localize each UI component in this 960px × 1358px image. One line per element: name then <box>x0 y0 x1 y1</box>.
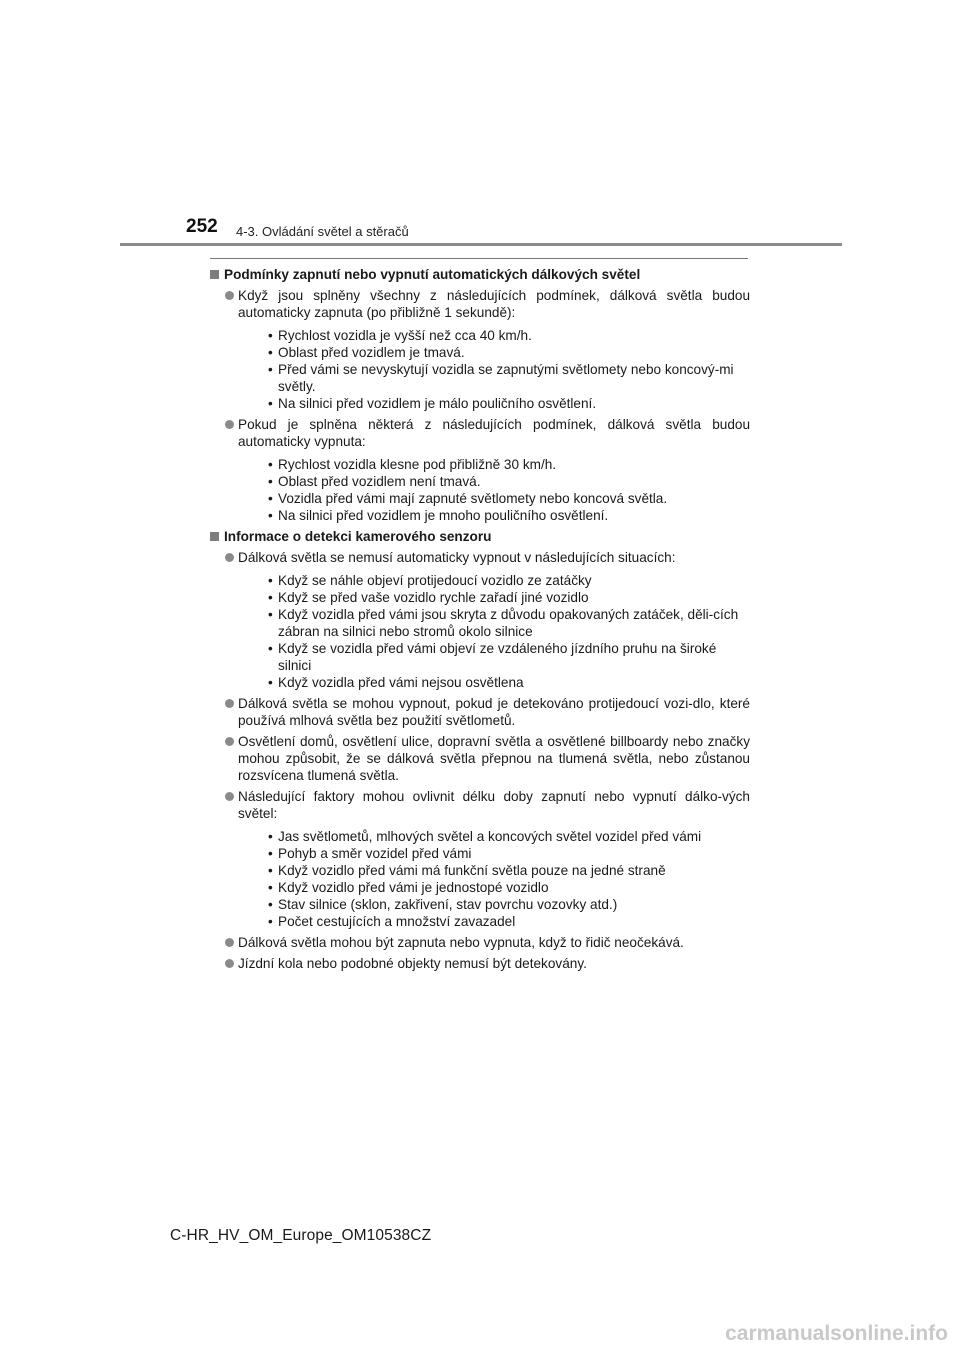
sub-item <box>238 456 750 473</box>
dot-bullet-icon: • <box>268 328 273 343</box>
item-text: Dálková světla mohou být zapnuta nebo vypnuta, když to řidič neočekává. <box>238 935 684 950</box>
dot-bullet-icon: • <box>268 829 273 844</box>
sub-list <box>238 828 750 930</box>
square-bullet-icon <box>210 270 219 279</box>
dot-bullet-icon: • <box>268 396 273 411</box>
dot-bullet-icon: • <box>268 345 273 360</box>
document-code: C-HR_HV_OM_Europe_OM10538CZ <box>170 1227 432 1244</box>
dot-bullet-icon: • <box>268 607 273 622</box>
sub-item <box>238 327 750 344</box>
circle-bullet-icon <box>225 959 234 968</box>
sub-item <box>238 879 750 896</box>
dot-bullet-icon: • <box>268 362 273 377</box>
sub-item-text: Když se náhle objeví protijedoucí vozidlo ze zatáčky <box>278 573 592 588</box>
sub-item-text: Počet cestujících a množství zavazadel <box>278 914 516 929</box>
sub-item-text: Pohyb a směr vozidel před vámi <box>278 846 472 861</box>
sub-item-text: Rychlost vozidla je vyšší než cca 40 km/h. <box>278 328 532 343</box>
section-title: Informace o detekci kamerového senzoru <box>224 529 492 544</box>
sub-item-text: Když se před vaše vozidlo rychle zařadí jiné vozidlo <box>278 590 589 605</box>
content-rule <box>210 258 748 259</box>
circle-bullet-icon <box>225 938 234 947</box>
circle-bullet-icon <box>225 699 234 708</box>
dot-bullet-icon: • <box>268 897 273 912</box>
sub-list <box>238 327 750 412</box>
item-text: Pokud je splněna některá z následujících podmínek, dálková světla budou automaticky vypnuta: <box>238 417 750 449</box>
dot-bullet-icon: • <box>268 863 273 878</box>
dot-bullet-icon: • <box>268 880 273 895</box>
sub-item-text: Když vozidla před vámi jsou skryta z důvodu opakovaných zatáček, děli-cích zábran na silnici nebo stromů okolo silnice <box>278 607 739 639</box>
sub-item <box>238 589 750 606</box>
list-item <box>210 287 750 412</box>
content-area <box>210 266 750 976</box>
sub-item-text: Před vámi se nevyskytují vozidla se zapnutými světlomety nebo koncový-mi světly. <box>278 362 734 394</box>
sub-list <box>238 572 750 691</box>
dot-bullet-icon: • <box>268 474 273 489</box>
sub-item <box>238 862 750 879</box>
sub-item <box>238 845 750 862</box>
list-item <box>210 955 750 972</box>
sub-item <box>238 361 750 395</box>
dot-bullet-icon: • <box>268 641 273 656</box>
watermark: carmanualsonline.info <box>725 1322 948 1345</box>
list-item <box>210 695 750 729</box>
list-item <box>210 934 750 951</box>
sub-item <box>238 572 750 589</box>
header-rule <box>120 243 842 246</box>
sub-item-text: Stav silnice (sklon, zakřivení, stav povrchu vozovky atd.) <box>278 897 618 912</box>
dot-bullet-icon: • <box>268 457 273 472</box>
sub-item-text: Když vozidla před vámi nejsou osvětlena <box>278 675 524 690</box>
list-item <box>210 788 750 930</box>
sub-item <box>238 606 750 640</box>
item-text: Osvětlení domů, osvětlení ulice, dopravní světla a osvětlené billboardy nebo značky mohou způsobit, že se dálková světla přepnou na tlumená světla, nebo zůstanou rozsvícena tlumená světla. <box>238 734 750 783</box>
page-number: 252 <box>186 216 218 237</box>
sub-item-text: Když se vozidla před vámi objeví ze vzdáleného jízdního pruhu na široké silnici <box>278 641 717 673</box>
section-auto-high-beam-conditions <box>210 266 750 524</box>
square-bullet-icon <box>210 532 219 541</box>
item-text: Dálková světla se nemusí automaticky vypnout v následujících situacích: <box>238 550 676 565</box>
dot-bullet-icon: • <box>268 491 273 506</box>
item-text: Dálková světla se mohou vypnout, pokud je detekováno protijedoucí vozi-dlo, které používá mlhová světla bez použití světlometů. <box>238 696 750 728</box>
sub-item-text: Když vozidlo před vámi má funkční světla pouze na jedné straně <box>278 863 666 878</box>
section-camera-sensor-detection <box>210 528 750 972</box>
sub-item-text: Vozidla před vámi mají zapnuté světlomety nebo koncová světla. <box>278 491 668 506</box>
sub-item <box>238 490 750 507</box>
dot-bullet-icon: • <box>268 846 273 861</box>
dot-bullet-icon: • <box>268 914 273 929</box>
sub-item <box>238 896 750 913</box>
list-item <box>210 733 750 784</box>
dot-bullet-icon: • <box>268 590 273 605</box>
circle-bullet-icon <box>225 737 234 746</box>
item-text: Když jsou splněny všechny z následujících podmínek, dálková světla budou automaticky zapnuta (po přibližně 1 sekundě): <box>238 288 750 320</box>
sub-item <box>238 828 750 845</box>
sub-item <box>238 913 750 930</box>
list-item <box>210 549 750 691</box>
dot-bullet-icon: • <box>268 573 273 588</box>
sub-item-text: Rychlost vozidla klesne pod přibližně 30 km/h. <box>278 457 557 472</box>
sub-item-text: Na silnici před vozidlem je málo pouličního osvětlení. <box>278 396 597 411</box>
list-item <box>210 416 750 524</box>
chapter-title: 4-3. Ovládání světel a stěračů <box>236 224 409 239</box>
sub-item-text: Na silnici před vozidlem je mnoho pouličního osvětlení. <box>278 508 609 523</box>
circle-bullet-icon <box>225 420 234 429</box>
sub-item <box>238 507 750 524</box>
sub-list <box>238 456 750 524</box>
item-text: Následující faktory mohou ovlivnit délku doby zapnutí nebo vypnutí dálko-vých světel: <box>238 789 750 821</box>
sub-item <box>238 395 750 412</box>
sub-item <box>238 473 750 490</box>
item-text: Jízdní kola nebo podobné objekty nemusí být detekovány. <box>238 956 587 971</box>
dot-bullet-icon: • <box>268 508 273 523</box>
section-title: Podmínky zapnutí nebo vypnutí automatických dálkových světel <box>224 267 641 282</box>
sub-item-text: Jas světlometů, mlhových světel a koncových světel vozidel před vámi <box>278 829 702 844</box>
dot-bullet-icon: • <box>268 675 273 690</box>
sub-item-text: Když vozidlo před vámi je jednostopé vozidlo <box>278 880 549 895</box>
circle-bullet-icon <box>225 792 234 801</box>
sub-item <box>238 640 750 674</box>
sub-item-text: Oblast před vozidlem je tmavá. <box>278 345 465 360</box>
section-heading <box>210 528 750 545</box>
sub-item <box>238 674 750 691</box>
sub-item <box>238 344 750 361</box>
sub-item-text: Oblast před vozidlem není tmavá. <box>278 474 481 489</box>
circle-bullet-icon <box>225 291 234 300</box>
section-heading <box>210 266 750 283</box>
circle-bullet-icon <box>225 553 234 562</box>
